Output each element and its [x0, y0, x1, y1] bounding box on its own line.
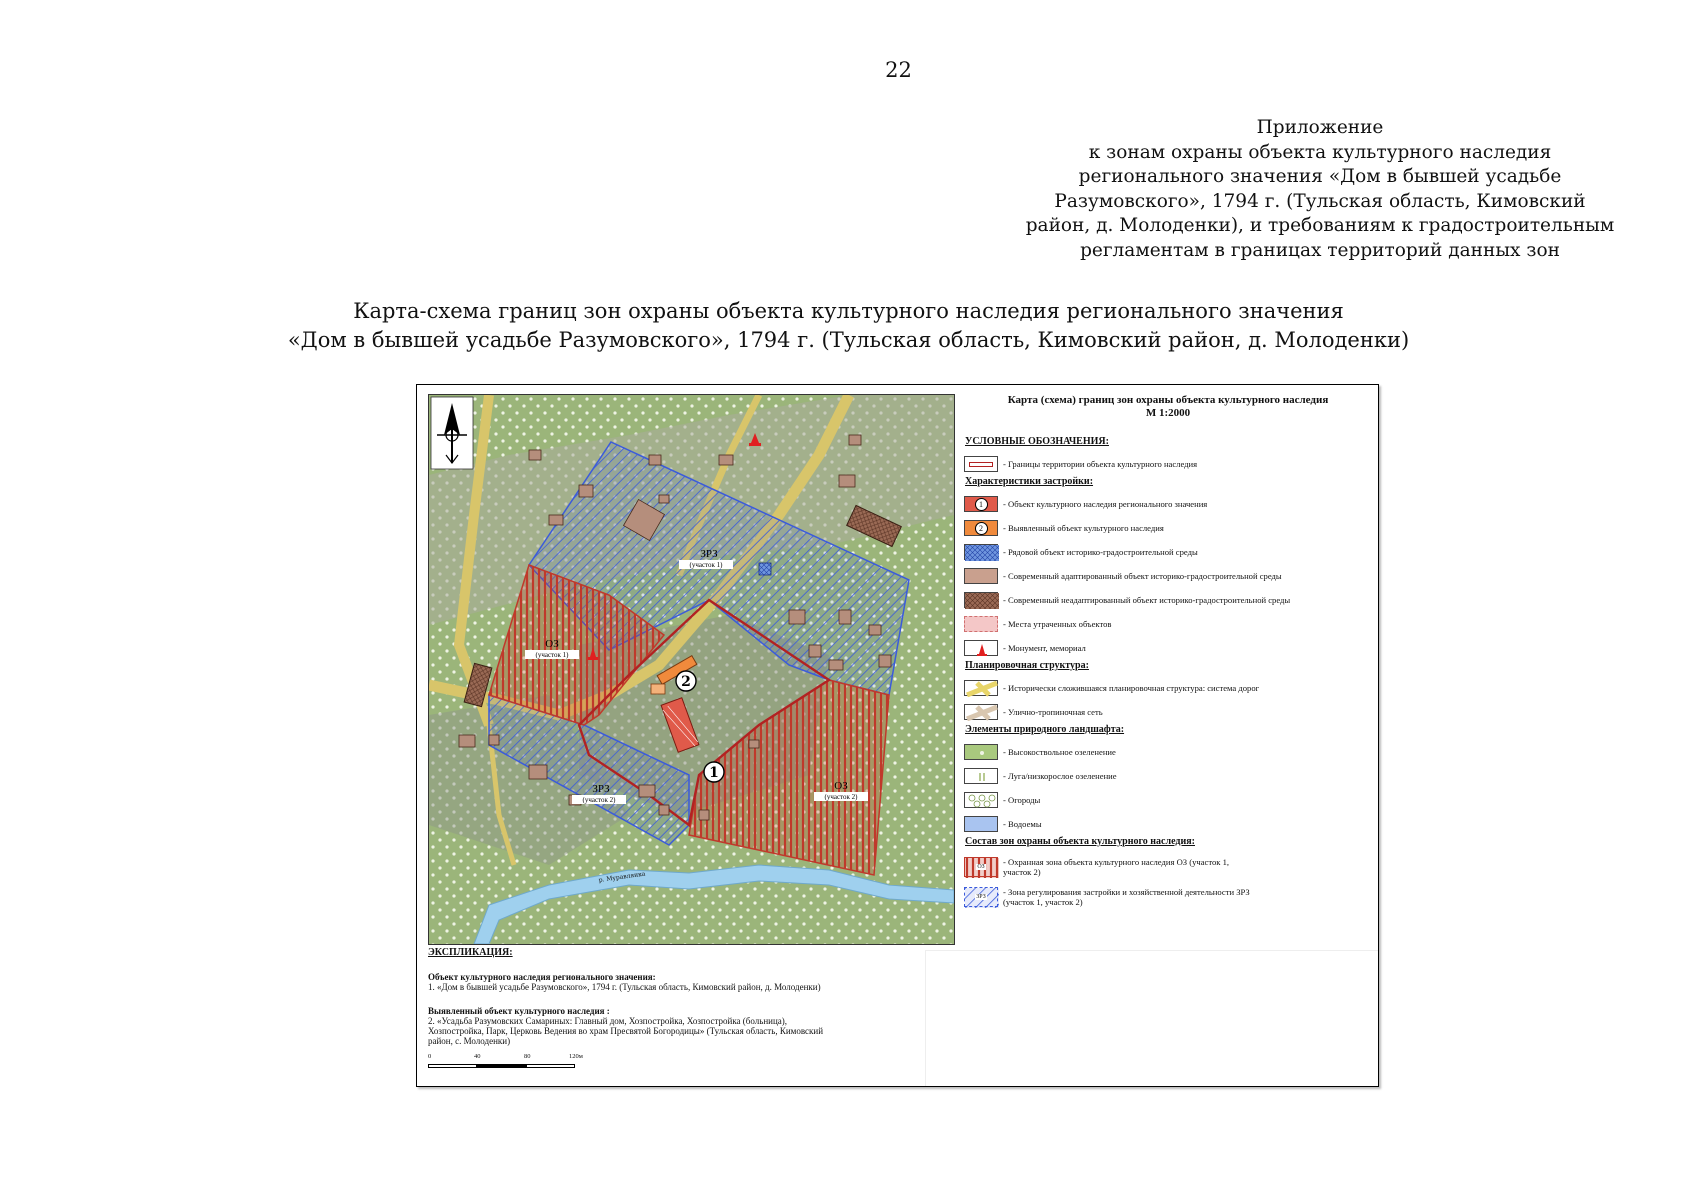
- legend-item-boundary: [964, 452, 1372, 476]
- svg-text:(участок 2): (участок 2): [824, 793, 858, 801]
- svg-text:ЗРЗ: ЗРЗ: [700, 548, 718, 560]
- legend-swatch: [964, 744, 998, 760]
- legend-item-text: - Границы территории объекта культурного наследия: [1003, 459, 1198, 469]
- document-title-line1: Карта-схема границ зон охраны объекта культурного наследия регионального значения: [353, 299, 1344, 323]
- legend-item-adapted-object: [964, 564, 1372, 588]
- scale-label: 120м: [569, 1053, 583, 1060]
- legend-item-gardens: [964, 788, 1372, 812]
- scale-segment: [477, 1064, 526, 1068]
- legend-title: [964, 394, 1372, 420]
- legend-swatch: [964, 616, 998, 632]
- legend-swatch: [964, 704, 998, 720]
- scale-label: 0: [428, 1053, 432, 1060]
- legend-item-text: - Исторически сложившаяся планировочная структура: система дорог: [1003, 683, 1260, 693]
- legend-item-zrz-zone: [964, 882, 1372, 912]
- legend-item-ordinary-object: [964, 540, 1372, 564]
- legend-item-nonadapted-object: [964, 588, 1372, 612]
- explication-identified: Выявленный объект культурного наследия : 2. «Усадьба Разумовских Самариных: Главный дом, Хозпостройка, Хозпостройка (больница), Хозпостройка, Парк, Церковь Ведения во храм Пресвятой Богородицы» (Тульская область, Кимовский район, с. Молоденки): [428, 1006, 824, 1046]
- legend-swatch: [964, 568, 998, 584]
- appendix-block: [1000, 116, 1640, 263]
- legend-item-street-network: [964, 700, 1372, 724]
- legend-section-plan: Планировочная структура:: [965, 660, 1089, 671]
- legend-item-text: - Высокоствольное озеленение: [1003, 747, 1116, 757]
- svg-text:(участок 1): (участок 1): [535, 651, 569, 659]
- map-sheet: [416, 384, 1379, 1087]
- legend-section-zones: Состав зон охраны объекта культурного наследия:: [965, 836, 1195, 847]
- legend-swatch: [964, 592, 998, 608]
- scale-segment: [428, 1064, 477, 1068]
- legend-item-text: - Объект культурного наследия регионального значения: [1003, 499, 1208, 509]
- object-marker-1: [704, 762, 724, 782]
- appendix-line: Разумовского», 1794 г. (Тульская область, Кимовский: [1054, 190, 1586, 212]
- page-number: 22: [885, 58, 912, 82]
- legend-item-text: - Огороды: [1003, 795, 1041, 805]
- legend-item-text: - Места утраченных объектов: [1003, 619, 1112, 629]
- legend-item-text: - Современный неадаптированный объект историко-градостроительной среды: [1003, 595, 1291, 605]
- document-title: [0, 297, 1697, 355]
- legend-item-oz-zone: [964, 852, 1372, 882]
- legend-title-line1: Карта (схема) границ зон охраны объекта культурного наследия: [1007, 394, 1329, 406]
- legend-item-identified-object: [964, 516, 1372, 540]
- legend-section-building: Характеристики застройки:: [965, 476, 1094, 487]
- object-marker-2: [676, 671, 696, 691]
- legend-item-text: - Современный адаптированный объект историко-градостроительной среды: [1003, 571, 1282, 581]
- legend-item-regional-object: [964, 492, 1372, 516]
- legend-item-monument: [964, 636, 1372, 660]
- legend-swatch: [964, 544, 998, 560]
- scale-bar: [428, 1053, 588, 1075]
- legend-section-main: УСЛОВНЫЕ ОБОЗНАЧЕНИЯ:: [965, 436, 1109, 447]
- appendix-line: регионального значения «Дом в бывшей усадьбе: [1078, 166, 1562, 187]
- legend-scale-text: М 1:2000: [1145, 407, 1191, 419]
- svg-text:ЗРЗ: ЗРЗ: [592, 783, 610, 795]
- legend-item-text: - Водоемы: [1003, 819, 1042, 829]
- legend-swatch: ОЗ: [964, 857, 998, 877]
- map-area: [428, 394, 955, 945]
- legend-item-text: - Зона регулирования застройки и хозяйственной деятельности ЗРЗ (участок 1, участок 2): [1003, 887, 1250, 907]
- svg-text:1: 1: [709, 765, 719, 781]
- svg-text:(участок 2): (участок 2): [582, 796, 616, 804]
- legend-swatch: [964, 792, 998, 808]
- river-label: р. Муравлянка: [598, 870, 646, 884]
- legend-item-text: - Рядовой объект историко-градостроительной среды: [1003, 547, 1198, 557]
- legend-item-text: - Выявленный объект культурного наследия: [1003, 523, 1164, 533]
- svg-text:ОЗ: ОЗ: [545, 638, 559, 650]
- appendix-line: регламентам в границах территорий данных зон: [1080, 239, 1560, 261]
- legend-swatch: ЗРЗ: [964, 887, 998, 907]
- north-arrow-icon: [431, 397, 473, 469]
- legend-swatch: [964, 456, 998, 472]
- legend-item-meadow: [964, 764, 1372, 788]
- explication-regional: Объект культурного наследия регионального значения: 1. «Дом в бывшей усадьбе Разумовского», 1794 г. (Тульская область, Кимовский район, д. Молоденки): [428, 972, 821, 992]
- legend-swatch: [964, 680, 998, 696]
- explication-heading: ЭКСПЛИКАЦИЯ:: [428, 947, 513, 958]
- scale-label: 80: [524, 1053, 531, 1060]
- legend-item-text: - Улично-тропиночная сеть: [1003, 707, 1103, 717]
- building-identified: [651, 684, 665, 694]
- map-svg: [429, 395, 954, 944]
- explication: [428, 948, 933, 1060]
- appendix-line: Приложение: [1256, 117, 1384, 138]
- legend-item-water: [964, 812, 1372, 836]
- appendix-line: район, д. Молоденки), и требованиям к градостроительным: [1025, 215, 1615, 236]
- legend-item-text: - Охранная зона объекта культурного наследия ОЗ (участок 1, участок 2): [1003, 857, 1230, 877]
- scale-label: 40: [474, 1053, 481, 1060]
- map-legend: [964, 394, 1372, 912]
- blank-panel: [925, 950, 1378, 1086]
- legend-item-tall-greenery: [964, 740, 1372, 764]
- document-title-line2: «Дом в бывшей усадьбе Разумовского», 1794 г. (Тульская область, Кимовский район, д. Молоденки): [287, 328, 1410, 352]
- legend-item-historic-roads: [964, 676, 1372, 700]
- monument-icon: [964, 640, 998, 656]
- scale-segment: [526, 1064, 575, 1068]
- legend-swatch: [964, 816, 998, 832]
- legend-section-nature: Элементы природного ландшафта:: [965, 724, 1125, 735]
- legend-swatch: [964, 768, 998, 784]
- legend-item-text: - Монумент, мемориал: [1003, 643, 1086, 653]
- building-ordinary: [759, 563, 771, 575]
- svg-text:2: 2: [681, 674, 691, 690]
- legend-item-text: - Луга/низкорослое озеленение: [1003, 771, 1117, 781]
- svg-text:ОЗ: ОЗ: [834, 780, 848, 792]
- legend-item-lost-objects: [964, 612, 1372, 636]
- svg-text:(участок 1): (участок 1): [689, 561, 723, 569]
- appendix-line: к зонам охраны объекта культурного наследия: [1088, 141, 1552, 163]
- legend-swatch: 2: [964, 520, 998, 536]
- legend-swatch: 1: [964, 496, 998, 512]
